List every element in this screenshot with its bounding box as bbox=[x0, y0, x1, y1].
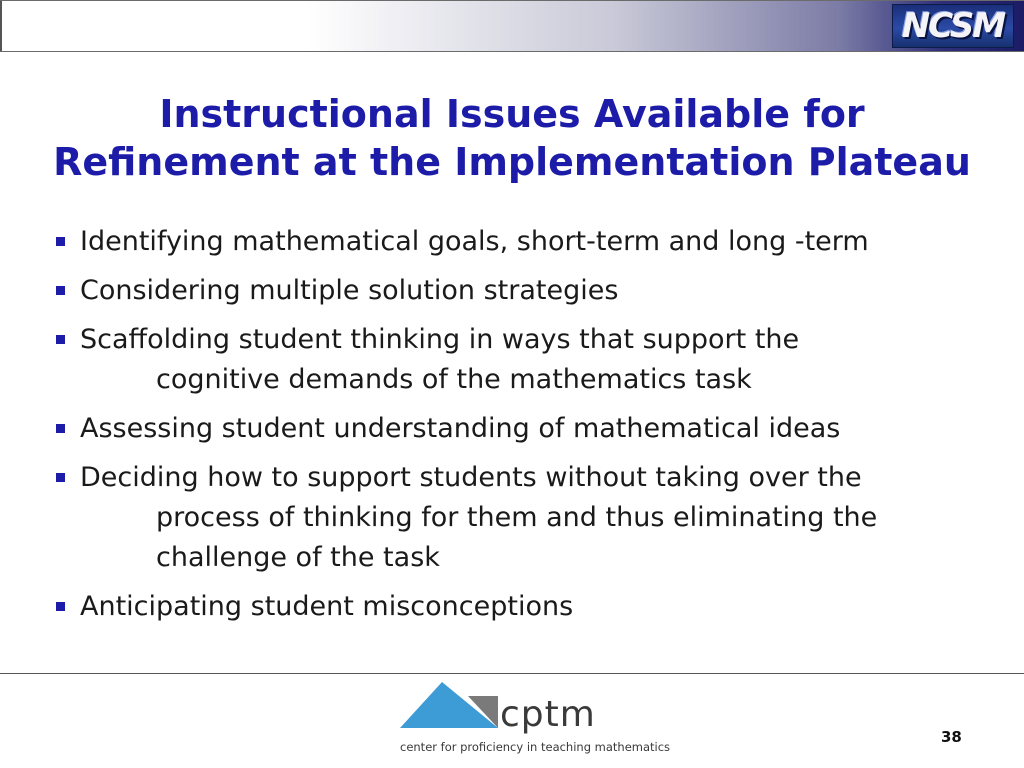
bullet-item-misconceptions bbox=[56, 587, 1006, 627]
bullet-item-strategies bbox=[56, 271, 1006, 311]
bullet-line: Scaffolding student thinking in ways that support the bbox=[80, 324, 800, 355]
cptm-wordmark: cptm bbox=[500, 694, 596, 735]
bullet-line-continuation: challenge of the task bbox=[156, 542, 440, 573]
footer-divider bbox=[0, 673, 1024, 674]
bullet-list bbox=[56, 222, 1006, 636]
bullet-item-deciding bbox=[56, 458, 1006, 578]
slide-title-line-2: Refinement at the Implementation Plateau bbox=[53, 140, 971, 184]
bullet-line: Identifying mathematical goals, short-term and long -term bbox=[80, 226, 869, 257]
slide-title-line-1: Instructional Issues Available for bbox=[159, 92, 865, 136]
square-bullet-icon bbox=[56, 335, 65, 344]
slide-title bbox=[0, 90, 1024, 186]
cptm-tagline: center for proficiency in teaching mathematics bbox=[400, 740, 671, 754]
square-bullet-icon bbox=[56, 424, 65, 433]
page-number: 38 bbox=[941, 728, 962, 746]
square-bullet-icon bbox=[56, 237, 65, 246]
bullet-line: Considering multiple solution strategies bbox=[80, 275, 619, 306]
bullet-line: Assessing student understanding of mathematical ideas bbox=[80, 413, 841, 444]
bullet-item-scaffolding bbox=[56, 320, 1006, 400]
square-bullet-icon bbox=[56, 602, 65, 611]
bullet-item-goals bbox=[56, 222, 1006, 262]
square-bullet-icon bbox=[56, 473, 65, 482]
ncsm-logo-text: NCSM bbox=[901, 6, 1005, 46]
bullet-line: Anticipating student misconceptions bbox=[80, 591, 574, 622]
bullet-line-continuation: cognitive demands of the mathematics task bbox=[156, 364, 752, 395]
ncsm-logo bbox=[892, 4, 1014, 48]
header-bar bbox=[0, 0, 1024, 52]
bullet-item-assessing bbox=[56, 409, 1006, 449]
square-bullet-icon bbox=[56, 286, 65, 295]
bullet-line-continuation: process of thinking for them and thus eliminating the bbox=[156, 502, 878, 533]
bullet-line: Deciding how to support students without taking over the bbox=[80, 462, 862, 493]
